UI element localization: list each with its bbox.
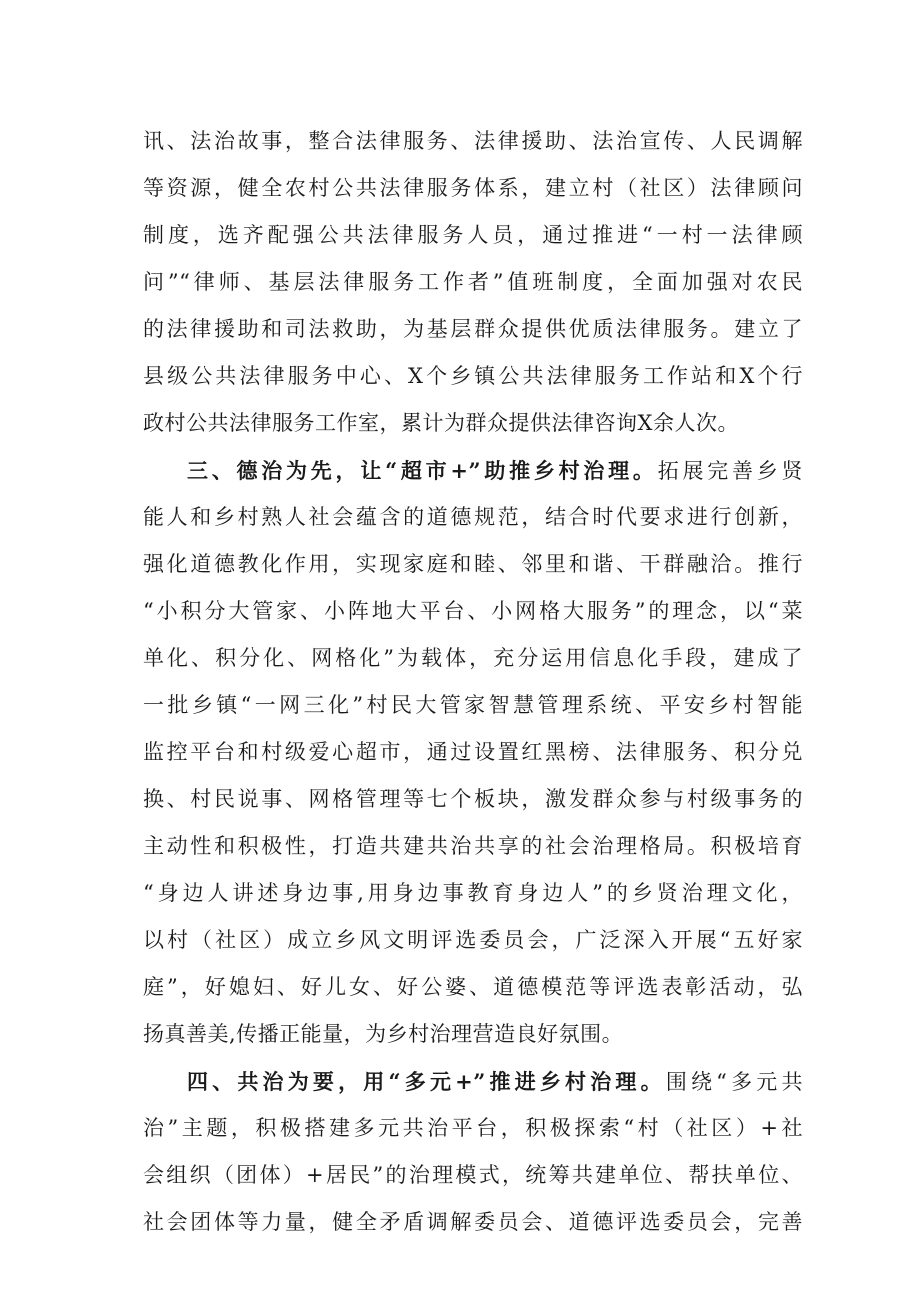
paragraph-line: 庭”，好媳妇、好儿女、好公婆、道德模范等评选表彰活动，弘 (143, 975, 803, 999)
paragraph-line: 等资源，健全农村公共法律服务体系，建立村（社区）法律顾问 (143, 176, 803, 200)
paragraph-line: 制度，选齐配强公共法律服务人员，通过推进“一村一法律顾 (143, 223, 803, 247)
paragraph-line: 能人和乡村熟人社会蕴含的道德规范，结合时代要求进行创新， (143, 505, 803, 529)
paragraph-line: 社会团体等力量，健全矛盾调解委员会、道德评选委员会，完善 (143, 1210, 803, 1234)
paragraph-line: 主动性和积极性，打造共建共治共享的社会治理格局。积极培育 (143, 834, 803, 858)
document-body (143, 118, 803, 1246)
paragraph-line: 强化道德教化作用，实现家庭和睦、邻里和谐、干群融洽。推行 (143, 552, 803, 576)
paragraph-line: “身边人讲述身边事,用身边事教育身边人”的乡贤治理文化， (143, 881, 803, 905)
section-heading: 四、共治为要，用“多元+”推进乡村治理。 (187, 1069, 666, 1094)
paragraph-line: 单化、积分化、网格化”为载体，充分运用信息化手段，建成了 (143, 646, 803, 670)
paragraph-line: “小积分大管家、小阵地大平台、小网格大服务”的理念，以“菜 (143, 599, 803, 623)
paragraph-line: 治”主题，积极搭建多元共治平台，积极探索“村（社区）+社 (143, 1116, 803, 1140)
section-first-line (143, 447, 803, 494)
paragraph-line: 一批乡镇“一网三化”村民大管家智慧管理系统、平安乡村智能 (143, 693, 803, 717)
paragraph-line: 政村公共法律服务工作室，累计为群众提供法律咨询X余人次。 (143, 411, 739, 435)
paragraph-line: 以村（社区）成立乡风文明评选委员会，广泛深入开展“五好家 (143, 928, 803, 952)
paragraph-line: 监控平台和村级爱心超市，通过设置红黑榜、法律服务、积分兑 (143, 740, 803, 764)
section-first-line-text: 围绕“多元共 (665, 1070, 803, 1094)
section-heading: 三、德治为先，让“超市+”助推乡村治理。 (187, 458, 658, 483)
paragraph-line: 扬真善美,传播正能量，为乡村治理营造良好氛围。 (143, 1022, 624, 1046)
paragraph-line: 县级公共法律服务中心、X个乡镇公共法律服务工作站和X个行 (143, 364, 803, 388)
section-first-line (143, 1058, 803, 1105)
paragraph-line: 换、村民说事、网格管理等七个板块，激发群众参与村级事务的 (143, 787, 803, 811)
paragraph-line: 会组织（团体）+居民”的治理模式，统筹共建单位、帮扶单位、 (143, 1163, 803, 1187)
paragraph-line: 问”“律师、基层法律服务工作者”值班制度，全面加强对农民 (143, 270, 803, 294)
paragraph-line: 讯、法治故事，整合法律服务、法律援助、法治宣传、人民调解 (143, 129, 803, 153)
paragraph-line: 的法律援助和司法救助，为基层群众提供优质法律服务。建立了 (143, 317, 803, 341)
section-first-line-text: 拓展完善乡贤 (657, 459, 804, 483)
